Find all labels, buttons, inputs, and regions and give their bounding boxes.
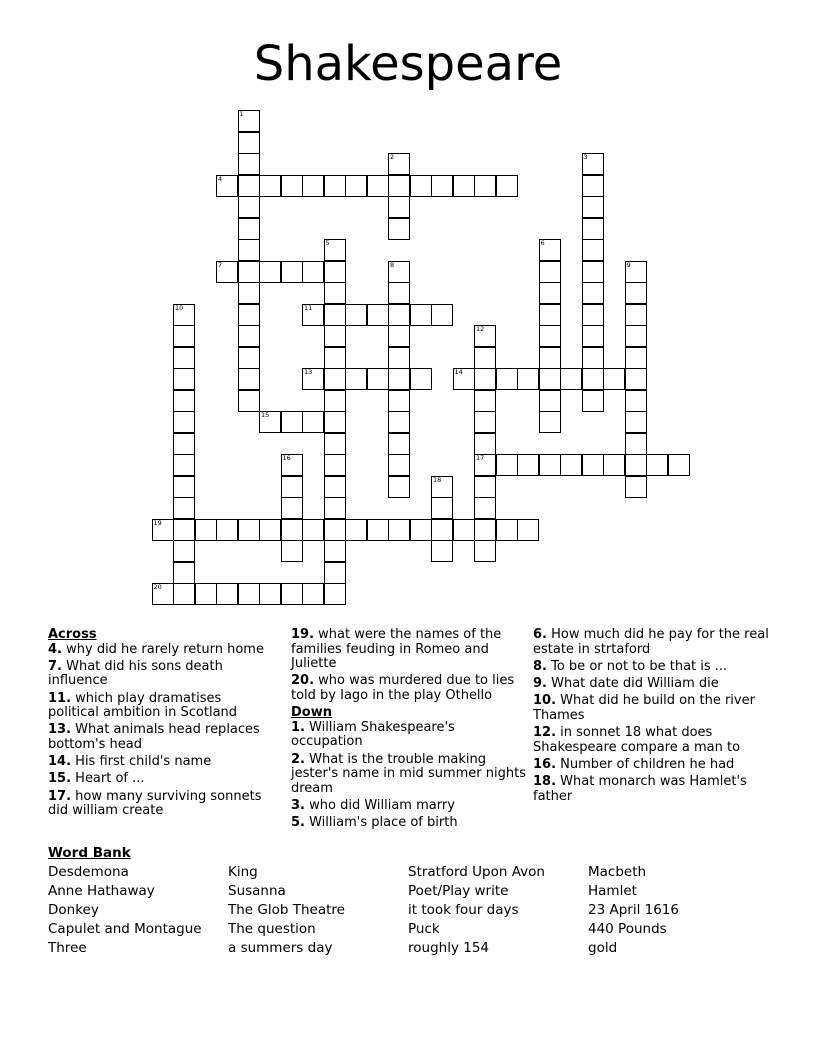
grid-cell[interactable] xyxy=(625,347,647,369)
grid-cell[interactable] xyxy=(474,368,496,390)
clue-number-label: 16. xyxy=(533,756,557,772)
grid-cell[interactable] xyxy=(173,519,195,541)
grid-cell[interactable] xyxy=(582,325,604,347)
word-bank-item: Susanna xyxy=(228,883,286,899)
grid-cell[interactable] xyxy=(582,175,604,197)
clue-text: which play dramatises political ambition in Scotland xyxy=(48,690,238,721)
grid-cell[interactable] xyxy=(345,304,367,326)
clue-number: 2 xyxy=(390,153,395,161)
word-bank-item: gold xyxy=(588,940,618,956)
clue-text: How much did he pay for the real estate in strtaford xyxy=(533,627,769,657)
word-bank-item: Puck xyxy=(408,921,440,937)
clue xyxy=(533,677,783,692)
grid-cell[interactable] xyxy=(474,519,496,541)
grid-cell[interactable] xyxy=(238,196,260,218)
clue xyxy=(48,755,274,770)
clue xyxy=(291,674,527,703)
grid-cell[interactable] xyxy=(195,519,217,541)
word-bank-item: Poet/Play write xyxy=(408,883,509,899)
grid-cell[interactable] xyxy=(324,282,346,304)
clue-number-label: 14. xyxy=(48,754,72,770)
clue-number: 19 xyxy=(153,518,162,527)
grid-cell[interactable] xyxy=(388,218,410,240)
grid-cell[interactable] xyxy=(625,282,647,304)
grid-cell[interactable] xyxy=(582,454,604,476)
word-bank-item: a summers day xyxy=(228,940,333,956)
grid-cell[interactable] xyxy=(238,110,260,132)
grid-cell[interactable] xyxy=(582,218,604,240)
clue-number: 9 xyxy=(626,260,631,269)
grid-cell[interactable] xyxy=(668,454,690,476)
word-bank-header: Word Bank xyxy=(48,845,131,861)
grid-cell[interactable] xyxy=(496,454,518,476)
grid-cell[interactable] xyxy=(281,519,303,541)
grid-cell[interactable] xyxy=(367,175,389,197)
grid-cell[interactable] xyxy=(324,433,346,455)
grid-cell[interactable] xyxy=(582,304,604,326)
grid-cell[interactable] xyxy=(388,454,410,476)
grid-cell[interactable] xyxy=(281,175,303,197)
down-clue-list xyxy=(291,721,527,831)
grid-cell[interactable] xyxy=(367,304,389,326)
clue xyxy=(533,694,783,723)
clue-number-label: 3. xyxy=(291,797,305,813)
grid-cell[interactable] xyxy=(496,519,518,541)
page-title: Shakespeare xyxy=(253,36,563,92)
word-bank-item: The Glob Theatre xyxy=(228,902,345,918)
grid-cell[interactable] xyxy=(431,476,453,498)
grid-cell[interactable] xyxy=(324,325,346,347)
grid-cell[interactable] xyxy=(410,519,432,541)
grid-cell[interactable] xyxy=(281,476,303,498)
grid-cell[interactable] xyxy=(496,368,518,390)
clue-number: 6 xyxy=(540,239,545,247)
word-bank-item: roughly 154 xyxy=(408,940,489,956)
grid-cell[interactable] xyxy=(625,476,647,498)
grid-cell[interactable] xyxy=(238,239,260,261)
clue xyxy=(48,643,274,658)
grid-cell[interactable] xyxy=(582,196,604,218)
grid-cell[interactable] xyxy=(388,261,410,283)
grid-cell[interactable] xyxy=(302,175,324,197)
grid-cell[interactable] xyxy=(474,497,496,519)
word-bank-item: Donkey xyxy=(48,902,99,918)
grid-cell[interactable] xyxy=(324,454,346,476)
word-bank-item: Stratford Upon Avon xyxy=(408,864,545,880)
grid-cell[interactable] xyxy=(324,540,346,562)
clue-number: 11 xyxy=(304,303,313,312)
grid-cell[interactable] xyxy=(259,519,281,541)
grid-cell[interactable] xyxy=(410,304,432,326)
grid-cell[interactable] xyxy=(625,325,647,347)
grid-cell[interactable] xyxy=(388,175,410,197)
clue xyxy=(48,723,274,752)
clue-text: Heart of ... xyxy=(71,771,145,787)
grid-cell[interactable] xyxy=(388,519,410,541)
clue-number: 8 xyxy=(390,260,395,269)
grid-cell[interactable] xyxy=(173,433,195,455)
clue-text: What is the trouble making jester's name in mid summer nights dream xyxy=(291,751,526,796)
clue-text: why did he rarely return home xyxy=(61,641,264,657)
grid-cell[interactable] xyxy=(324,411,346,433)
clue-text: What monarch was Hamlet's father xyxy=(533,773,747,804)
grid-cell[interactable] xyxy=(539,347,561,369)
grid-cell[interactable] xyxy=(625,304,647,326)
clue-number-label: 2. xyxy=(291,751,305,767)
grid-cell[interactable] xyxy=(281,261,303,283)
grid-cell[interactable] xyxy=(453,368,475,390)
grid-cell[interactable] xyxy=(431,497,453,519)
grid-cell[interactable] xyxy=(539,411,561,433)
grid-cell[interactable] xyxy=(388,347,410,369)
grid-cell[interactable] xyxy=(388,411,410,433)
grid-cell[interactable] xyxy=(539,282,561,304)
grid-cell[interactable] xyxy=(238,218,260,240)
clue xyxy=(291,753,527,797)
grid-cell[interactable] xyxy=(152,583,174,605)
grid-cell[interactable] xyxy=(324,476,346,498)
grid-cell[interactable] xyxy=(324,583,346,605)
grid-cell[interactable] xyxy=(216,261,238,283)
clue-number: 17 xyxy=(476,454,485,462)
grid-cell[interactable] xyxy=(388,368,410,390)
grid-cell[interactable] xyxy=(582,153,604,175)
grid-cell[interactable] xyxy=(216,583,238,605)
clue-text: William's place of birth xyxy=(304,815,458,831)
clue-number: 4 xyxy=(218,174,223,183)
grid-cell[interactable] xyxy=(539,325,561,347)
grid-cell[interactable] xyxy=(625,368,647,390)
clue-number-label: 18. xyxy=(533,773,557,789)
grid-cell[interactable] xyxy=(431,519,453,541)
clue-number-label: 9. xyxy=(533,675,547,691)
grid-cell[interactable] xyxy=(539,454,561,476)
grid-cell[interactable] xyxy=(238,368,260,390)
grid-cell[interactable] xyxy=(517,454,539,476)
clue-number: 20 xyxy=(153,583,162,591)
clue-text: What did he build on the river Thames xyxy=(533,693,755,723)
clue-number-label: 17. xyxy=(48,788,72,804)
grid-cell[interactable] xyxy=(324,390,346,412)
clue-text: what were the names of the families feuding in Romeo and Juliette xyxy=(291,627,502,672)
grid-cell[interactable] xyxy=(302,368,324,390)
word-bank-item: King xyxy=(228,864,258,880)
clue-text: who did William marry xyxy=(304,797,455,813)
clue-number-label: 20. xyxy=(291,673,315,689)
grid-cell[interactable] xyxy=(388,390,410,412)
grid-cell[interactable] xyxy=(560,368,582,390)
clue-number: 10 xyxy=(175,303,184,312)
grid-cell[interactable] xyxy=(388,476,410,498)
clue-number-label: 7. xyxy=(48,658,62,674)
across-clue-list xyxy=(48,643,274,819)
grid-cell[interactable] xyxy=(216,519,238,541)
grid-cell[interactable] xyxy=(646,454,668,476)
clue-number: 15 xyxy=(261,411,270,419)
grid-cell[interactable] xyxy=(517,368,539,390)
grid-cell[interactable] xyxy=(388,153,410,175)
clue-number: 16 xyxy=(282,454,291,462)
clue-text: What animals head replaces bottom's head xyxy=(48,722,260,752)
clue-number-label: 8. xyxy=(533,658,547,674)
clue-number: 18 xyxy=(433,475,442,484)
grid-cell[interactable] xyxy=(474,540,496,562)
clue-number-label: 6. xyxy=(533,627,547,642)
grid-cell[interactable] xyxy=(173,368,195,390)
grid-cell[interactable] xyxy=(324,261,346,283)
grid-cell[interactable] xyxy=(474,347,496,369)
clues-column-1 xyxy=(48,628,274,821)
grid-cell[interactable] xyxy=(173,497,195,519)
grid-cell[interactable] xyxy=(625,433,647,455)
clue-text: Number of children he had xyxy=(556,756,735,772)
grid-cell[interactable] xyxy=(625,390,647,412)
grid-cell[interactable] xyxy=(259,583,281,605)
grid-cell[interactable] xyxy=(259,411,281,433)
grid-cell[interactable] xyxy=(474,175,496,197)
grid-cell[interactable] xyxy=(259,175,281,197)
grid-cell[interactable] xyxy=(453,519,475,541)
grid-cell[interactable] xyxy=(324,562,346,584)
grid-cell[interactable] xyxy=(388,433,410,455)
grid-cell[interactable] xyxy=(259,261,281,283)
word-bank-item: Desdemona xyxy=(48,864,129,880)
clues-column-2 xyxy=(291,628,527,833)
grid-cell[interactable] xyxy=(410,368,432,390)
grid-cell[interactable] xyxy=(238,390,260,412)
clue-number: 14 xyxy=(454,368,463,376)
grid-cell[interactable] xyxy=(539,368,561,390)
grid-cell[interactable] xyxy=(539,239,561,261)
grid-cell[interactable] xyxy=(281,411,303,433)
clue-text: who was murdered due to lies told by Iago in the play Othello xyxy=(291,673,515,703)
grid-cell[interactable] xyxy=(238,583,260,605)
grid-cell[interactable] xyxy=(238,132,260,154)
grid-cell[interactable] xyxy=(324,175,346,197)
clue-number-label: 1. xyxy=(291,719,305,735)
grid-cell[interactable] xyxy=(238,175,260,197)
grid-cell[interactable] xyxy=(474,325,496,347)
grid-cell[interactable] xyxy=(367,368,389,390)
clue-number: 13 xyxy=(304,368,313,376)
grid-cell[interactable] xyxy=(431,540,453,562)
clue xyxy=(291,721,527,750)
clue-text: how many surviving sonnets did william create xyxy=(48,788,262,819)
word-bank-item: Anne Hathaway xyxy=(48,883,155,899)
clue-number-label: 12. xyxy=(533,724,557,740)
grid-cell[interactable] xyxy=(302,583,324,605)
word-bank xyxy=(48,845,768,959)
grid-cell[interactable] xyxy=(388,282,410,304)
grid-cell[interactable] xyxy=(238,325,260,347)
clue-number-label: 10. xyxy=(533,693,557,709)
clue-text: To be or not to be that is ... xyxy=(546,658,728,674)
clue xyxy=(533,628,783,657)
clue-text: His first child's name xyxy=(71,754,212,770)
grid-cell[interactable] xyxy=(324,347,346,369)
grid-cell[interactable] xyxy=(302,411,324,433)
down-clue-list-continued xyxy=(533,628,783,804)
grid-cell[interactable] xyxy=(173,476,195,498)
grid-cell[interactable] xyxy=(324,304,346,326)
grid-cell[interactable] xyxy=(388,196,410,218)
word-bank-item: it took four days xyxy=(408,902,519,918)
grid-cell[interactable] xyxy=(173,390,195,412)
grid-cell[interactable] xyxy=(496,175,518,197)
grid-cell[interactable] xyxy=(431,175,453,197)
clue-text: What date did William die xyxy=(546,675,719,691)
grid-cell[interactable] xyxy=(324,368,346,390)
clue xyxy=(533,726,783,755)
grid-cell[interactable] xyxy=(324,239,346,261)
grid-cell[interactable] xyxy=(474,454,496,476)
word-bank-item: Capulet and Montague xyxy=(48,921,202,937)
clue-number: 1 xyxy=(239,110,244,118)
grid-cell[interactable] xyxy=(345,519,367,541)
clue-number-label: 13. xyxy=(48,722,72,738)
grid-cell[interactable] xyxy=(324,497,346,519)
grid-cell[interactable] xyxy=(560,454,582,476)
clue-number-label: 5. xyxy=(291,815,305,831)
grid-cell[interactable] xyxy=(453,175,475,197)
grid-cell[interactable] xyxy=(324,519,346,541)
grid-cell[interactable] xyxy=(281,540,303,562)
clue xyxy=(533,758,783,773)
clue xyxy=(291,628,527,672)
grid-cell[interactable] xyxy=(238,261,260,283)
grid-cell[interactable] xyxy=(345,175,367,197)
grid-cell[interactable] xyxy=(474,433,496,455)
grid-cell[interactable] xyxy=(539,261,561,283)
clue-text: in sonnet 18 what does Shakespeare compare a man to xyxy=(533,724,741,755)
grid-cell[interactable] xyxy=(582,282,604,304)
grid-cell[interactable] xyxy=(173,583,195,605)
word-bank-item: Hamlet xyxy=(588,883,637,899)
clue xyxy=(48,692,274,721)
across-clue-list-continued xyxy=(291,628,527,704)
clue-number: 5 xyxy=(325,239,330,247)
clue xyxy=(48,772,274,787)
grid-cell[interactable] xyxy=(410,175,432,197)
clue-number-label: 11. xyxy=(48,690,72,706)
grid-cell[interactable] xyxy=(238,347,260,369)
grid-cell[interactable] xyxy=(474,390,496,412)
grid-cell[interactable] xyxy=(302,304,324,326)
grid-cell[interactable] xyxy=(539,390,561,412)
grid-cell[interactable] xyxy=(625,454,647,476)
grid-cell[interactable] xyxy=(474,411,496,433)
grid-cell[interactable] xyxy=(539,304,561,326)
grid-cell[interactable] xyxy=(603,368,625,390)
grid-cell[interactable] xyxy=(216,175,238,197)
grid-cell[interactable] xyxy=(238,519,260,541)
clue xyxy=(291,799,527,814)
grid-cell[interactable] xyxy=(173,454,195,476)
word-bank-item: The question xyxy=(228,921,316,937)
grid-cell[interactable] xyxy=(195,583,217,605)
word-bank-item: 440 Pounds xyxy=(588,921,667,937)
grid-cell[interactable] xyxy=(345,368,367,390)
clue-number: 12 xyxy=(476,325,485,333)
grid-cell[interactable] xyxy=(238,304,260,326)
grid-cell[interactable] xyxy=(582,239,604,261)
word-bank-item: Macbeth xyxy=(588,864,647,880)
grid-cell[interactable] xyxy=(173,304,195,326)
grid-cell[interactable] xyxy=(152,519,174,541)
clue-number: 7 xyxy=(218,260,223,269)
grid-cell[interactable] xyxy=(474,476,496,498)
grid-cell[interactable] xyxy=(582,347,604,369)
clues-column-3 xyxy=(533,628,783,807)
word-bank-item: 23 April 1616 xyxy=(588,902,679,918)
grid-cell[interactable] xyxy=(238,153,260,175)
word-bank-list xyxy=(48,864,768,959)
grid-cell[interactable] xyxy=(173,562,195,584)
grid-cell[interactable] xyxy=(302,519,324,541)
grid-cell[interactable] xyxy=(173,540,195,562)
grid-cell[interactable] xyxy=(173,347,195,369)
clue xyxy=(533,775,783,804)
grid-cell[interactable] xyxy=(302,261,324,283)
grid-cell[interactable] xyxy=(582,261,604,283)
grid-cell[interactable] xyxy=(625,261,647,283)
grid-cell[interactable] xyxy=(582,390,604,412)
grid-cell[interactable] xyxy=(625,411,647,433)
clue-number-label: 4. xyxy=(48,641,62,657)
grid-cell[interactable] xyxy=(517,519,539,541)
grid-cell[interactable] xyxy=(173,325,195,347)
grid-cell[interactable] xyxy=(431,304,453,326)
word-bank-item: Three xyxy=(48,940,87,956)
clue-text: What did his sons death influence xyxy=(48,658,223,689)
grid-cell[interactable] xyxy=(388,304,410,326)
grid-cell[interactable] xyxy=(367,519,389,541)
grid-cell[interactable] xyxy=(281,497,303,519)
grid-cell[interactable] xyxy=(603,454,625,476)
clue xyxy=(48,790,274,819)
grid-cell[interactable] xyxy=(173,411,195,433)
grid-cell[interactable] xyxy=(582,368,604,390)
clue xyxy=(533,660,783,675)
clue-text: William Shakespeare's occupation xyxy=(291,719,455,750)
down-header: Down xyxy=(291,705,332,721)
clue-number: 3 xyxy=(583,153,588,161)
clue xyxy=(48,660,274,689)
grid-cell[interactable] xyxy=(238,282,260,304)
grid-cell[interactable] xyxy=(281,583,303,605)
clue xyxy=(291,816,527,831)
clue-number-label: 15. xyxy=(48,771,72,787)
clue-number-label: 19. xyxy=(291,627,315,642)
grid-cell[interactable] xyxy=(281,454,303,476)
grid-cell[interactable] xyxy=(388,325,410,347)
across-header: Across xyxy=(48,627,97,642)
